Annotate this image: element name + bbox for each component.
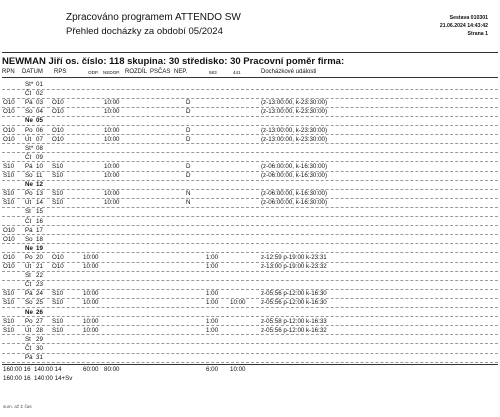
row-date: 29: [36, 335, 43, 343]
row-day: Út: [25, 199, 32, 207]
row-583: 1:00: [206, 326, 219, 334]
row-nedop: 10:00: [104, 162, 120, 170]
row-date: 27: [36, 317, 43, 325]
footer-note: sum. až Σ čas: [3, 404, 32, 409]
row-date: 12: [36, 181, 43, 189]
row-date: 14: [36, 199, 43, 207]
row-day: Pá: [25, 290, 33, 298]
row-nedop: 10:00: [104, 135, 120, 143]
row-rpn: O10: [3, 253, 15, 261]
row-rps: S10: [52, 172, 64, 179]
total2-b: 140:00 14+Sv: [34, 375, 73, 382]
row-date: 22: [36, 272, 43, 280]
row-rpn: O10: [3, 108, 15, 116]
row-rps: O10: [52, 135, 64, 143]
row-day: Pá: [25, 226, 33, 234]
row-events: (z-06:00:00, k-16:30:00): [261, 190, 328, 198]
row-583: 1:00: [206, 299, 219, 307]
row-odp: 10:00: [83, 317, 99, 325]
row-nedop: 10:00: [104, 99, 120, 107]
row-day: Út: [25, 326, 32, 334]
row-rpn: S10: [3, 162, 15, 170]
col-583: 583: [209, 70, 217, 75]
col-441: 441: [233, 70, 241, 75]
row-day: Po: [25, 253, 33, 261]
row-rps: O10: [52, 263, 64, 270]
row-rpn: S10: [3, 317, 15, 325]
row-583: 1:00: [206, 290, 219, 298]
row-rps: O10: [52, 253, 64, 261]
row-odp: 10:00: [83, 263, 99, 270]
row-day: Ne: [25, 181, 33, 189]
row-events: (z-13:00:00, k-23:30:00): [261, 126, 328, 134]
total2-a: 160:00 16: [3, 375, 31, 382]
row-day: Po: [25, 317, 33, 325]
col-rps: RPS: [54, 69, 67, 75]
row-day: Pá: [25, 354, 33, 361]
row-nedop: 10:00: [104, 190, 120, 198]
row-divider: [2, 362, 498, 363]
total-a: 160:00 16: [3, 366, 31, 373]
row-date: 23: [36, 281, 43, 289]
row-rps: S10: [52, 162, 64, 170]
row-rpn: S10: [3, 190, 15, 198]
row-date: 16: [36, 217, 43, 225]
row-events: z-05:58 p-12:00 k-16:33: [261, 317, 327, 325]
row-day: St*: [25, 81, 34, 88]
report-meta: [440, 14, 488, 38]
row-events: (z-06:00:00, k-16:30:00): [261, 199, 328, 207]
row-date: 09: [36, 153, 43, 161]
row-date: 07: [36, 135, 43, 143]
row-nep: D: [186, 108, 191, 116]
row-rpn: S10: [3, 299, 15, 307]
row-day: St: [25, 208, 31, 216]
row-date: 19: [36, 244, 43, 252]
col-datum: DATUM: [22, 69, 43, 75]
row-date: 28: [36, 326, 43, 334]
row-441: 10:00: [230, 299, 246, 307]
row-rpn: O10: [3, 99, 15, 107]
row-583: 1:00: [206, 317, 219, 325]
row-date: 13: [36, 190, 43, 198]
row-date: 08: [36, 144, 43, 152]
row-odp: 10:00: [83, 290, 99, 298]
row-583: 1:00: [206, 253, 219, 261]
col-rpn: RPN: [2, 69, 15, 75]
row-day: Čt: [25, 281, 32, 289]
report-datetime: 21.06.2024 14:43:42: [439, 23, 488, 29]
row-events: (z-13:00:00, k-23:30:00): [261, 135, 328, 143]
row-events: z-05:56 p-12:00 k-16:30: [261, 299, 327, 307]
row-day: So: [25, 235, 33, 243]
row-odp: 10:00: [83, 299, 99, 307]
row-date: 05: [36, 117, 43, 125]
row-date: 31: [36, 354, 43, 361]
report-period: Přehled docházky za období 05/2024: [66, 26, 223, 37]
row-events: z-05:56 p-12:00 k-16:30: [261, 290, 327, 298]
row-rpn: S10: [3, 290, 15, 298]
row-day: So: [25, 172, 33, 179]
row-day: So: [25, 299, 33, 307]
row-day: Pá: [25, 162, 33, 170]
row-nep: D: [186, 135, 191, 143]
totals-row: [0, 366, 500, 375]
row-events: (z-06:00:00, k-16:30:00): [261, 172, 328, 179]
row-rps: S10: [52, 326, 64, 334]
col-pscas: PSČAS: [150, 69, 171, 75]
row-day: Pá: [25, 99, 33, 107]
row-day: St*: [25, 144, 34, 152]
totals-rule: [2, 364, 498, 365]
row-day: Ne: [25, 308, 33, 316]
row-day: St: [25, 272, 31, 280]
row-rps: S10: [52, 317, 64, 325]
row-rps: O10: [52, 126, 64, 134]
row-day: Po: [25, 190, 33, 198]
row-nedop: 10:00: [104, 126, 120, 134]
row-date: 11: [36, 172, 43, 179]
total-441: 10:00: [230, 366, 246, 373]
total-b: 140:00 14: [34, 366, 62, 373]
row-rpn: S10: [3, 199, 15, 207]
row-day: Ne: [25, 244, 33, 252]
row-date: 03: [36, 99, 43, 107]
report-id: Sestava 010301: [449, 15, 488, 21]
row-day: Čt: [25, 344, 32, 352]
col-nep: NEP.: [174, 69, 188, 75]
row-nep: D: [186, 126, 191, 134]
row-rpn: O10: [3, 235, 15, 243]
row-date: 04: [36, 108, 43, 116]
totals-row-2: [0, 375, 500, 384]
row-rpn: O10: [3, 263, 15, 270]
total-nedop: 80:00: [104, 366, 120, 373]
row-odp: 10:00: [83, 326, 99, 334]
row-date: 10: [36, 162, 43, 170]
row-date: 20: [36, 253, 43, 261]
row-rpn: O10: [3, 226, 15, 234]
row-rps: S10: [52, 190, 64, 198]
row-date: 25: [36, 299, 43, 307]
row-events: z-13:00 p-19:00 k-23:32: [261, 263, 327, 270]
row-events: (z-13:00:00, k-23:30:00): [261, 108, 328, 116]
row-day: So: [25, 108, 33, 116]
row-day: Út: [25, 135, 32, 143]
row-rpn: S10: [3, 326, 15, 334]
top-rule: [2, 52, 498, 53]
row-date: 18: [36, 235, 43, 243]
row-rps: S10: [52, 299, 64, 307]
row-rps: O10: [52, 108, 64, 116]
employee-line: NEWMAN Jiří os. číslo: 118 skupina: 30 středisko: 30 Pracovní poměr firma:: [2, 56, 345, 67]
row-583: 1:00: [206, 263, 219, 270]
row-day: Čt: [25, 217, 32, 225]
row-rpn: O10: [3, 135, 15, 143]
row-date: 01: [36, 81, 43, 88]
row-events: z-05:56 p-12:00 k-16:32: [261, 326, 327, 334]
row-events: (z-13:00:00, k-23:30:00): [261, 99, 328, 107]
row-rps: S10: [52, 290, 64, 298]
row-events: (z-06:00:00, k-16:30:00): [261, 162, 328, 170]
row-day: Po: [25, 126, 33, 134]
row-rps: S10: [52, 199, 64, 207]
row-odp: 10:00: [83, 253, 99, 261]
row-nep: N: [186, 199, 191, 207]
row-date: 21: [36, 263, 43, 270]
row-nedop: 10:00: [104, 172, 120, 179]
report-page: Strana 1: [467, 31, 488, 37]
row-rpn: S10: [3, 172, 15, 179]
row-nep: D: [186, 162, 191, 170]
row-day: Čt: [25, 153, 32, 161]
row-nep: N: [186, 190, 191, 198]
row-date: 24: [36, 290, 43, 298]
row-date: 15: [36, 208, 43, 216]
col-rozdil: ROZDÍL: [125, 69, 148, 75]
header-rule: [2, 77, 498, 78]
row-date: 30: [36, 344, 43, 352]
row-day: Čt: [25, 90, 32, 98]
row-date: 06: [36, 126, 43, 134]
row-rps: O10: [52, 99, 64, 107]
row-date: 26: [36, 308, 43, 316]
row-day: Út: [25, 263, 32, 270]
row-nedop: 10:00: [104, 108, 120, 116]
row-nedop: 10:00: [104, 199, 120, 207]
row-date: 02: [36, 90, 43, 98]
row-rpn: O10: [3, 126, 15, 134]
col-events: Docházkové události: [261, 69, 317, 75]
row-events: z-12:59 p-19:00 k-23:31: [261, 253, 327, 261]
col-nedop: NEDOP.: [103, 70, 121, 75]
col-odp: ODP.: [88, 70, 99, 75]
row-date: 17: [36, 226, 43, 234]
total-odp: 60:00: [83, 366, 99, 373]
row-nep: D: [186, 172, 191, 179]
report-title: Zpracováno programem ATTENDO SW: [66, 12, 241, 23]
total-583: 6:00: [206, 366, 219, 373]
row-nep: D: [186, 99, 191, 107]
row-day: St: [25, 335, 31, 343]
row-day: Ne: [25, 117, 33, 125]
